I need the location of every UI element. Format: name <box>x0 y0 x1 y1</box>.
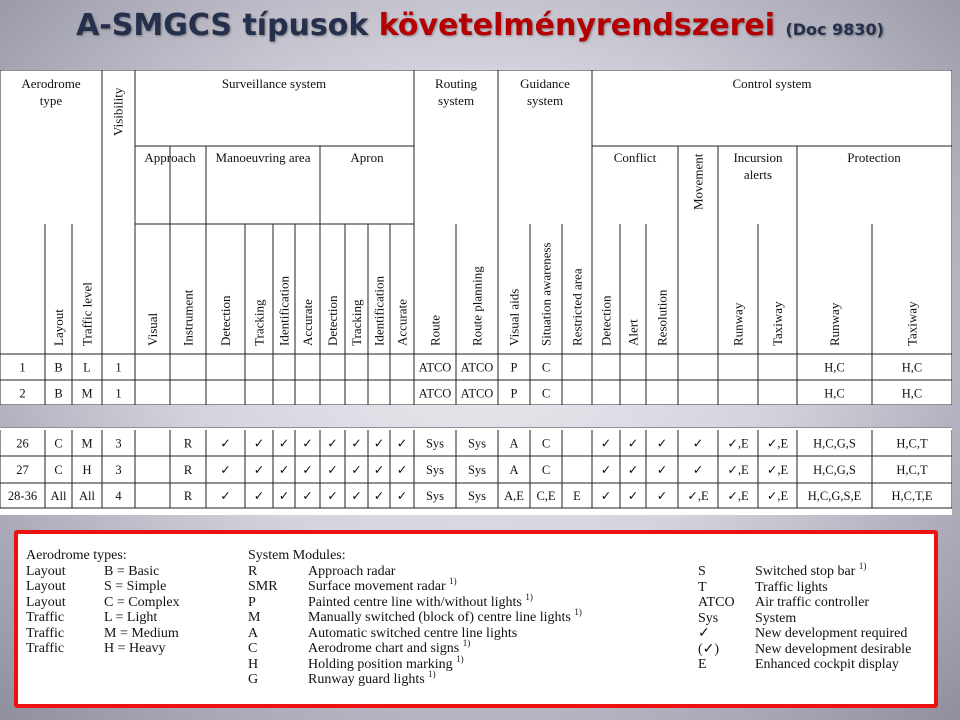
table-bottom-svg <box>0 427 952 515</box>
legend-col2-item: B = Basic <box>104 563 160 579</box>
table-bottom-row1-col8: ✓ <box>253 436 265 451</box>
header-resolution: Resolution <box>654 289 670 346</box>
table-top-row1-col17: P <box>510 360 518 375</box>
legend-col6-item: Traffic lights <box>755 579 828 595</box>
table-bottom-row2-col12: ✓ <box>351 463 362 477</box>
table-top-row2-col18: C <box>541 386 551 401</box>
header-aerodrome-type-2: type <box>39 93 63 108</box>
header-movement: Movement <box>690 153 706 210</box>
legend-col5-item: E <box>698 657 707 672</box>
header-route: Route <box>427 314 443 346</box>
legend-col5-item: ✓ <box>698 626 710 641</box>
table-bottom-row2-col15: Sys <box>425 463 445 477</box>
table-top-row1-col16: ATCO <box>460 360 494 375</box>
table-bottom-row2-col23: ✓ <box>692 463 704 477</box>
header-instrument: Instrument <box>180 289 196 346</box>
header-taxiway-incursion: Taxiway <box>770 301 786 346</box>
table-bottom-row3-col15: Sys <box>425 489 445 503</box>
table-bottom-row3-col17: A,E <box>504 489 524 503</box>
legend-col4-item: Aerodrome chart and signs $^{1)}$ <box>308 638 471 656</box>
header-visual-aids: Visual aids <box>506 288 522 346</box>
legend-col2-item: H = Heavy <box>104 641 166 656</box>
table-bottom-row1-col25: ✓,E <box>766 436 789 451</box>
table-bottom-row1-col16: Sys <box>467 436 487 451</box>
header-control-system: Control system <box>732 76 812 91</box>
table-bottom-row3-col19: E <box>573 489 581 503</box>
table-top-row1-col2: B <box>54 360 63 375</box>
table-bottom-row3-col23: ✓,E <box>687 489 709 503</box>
table-top-svg <box>0 70 952 405</box>
legend-col5-item: ATCO <box>698 595 735 610</box>
table-bottom-row2-col11: ✓ <box>327 463 338 477</box>
legend-aerodrome-values <box>104 548 180 657</box>
header-visual: Visual <box>145 312 161 346</box>
legend-col2-item: S = Simple <box>104 579 167 594</box>
title-part1: A-SMGCS típusok <box>76 8 369 43</box>
table-bottom-row2-col22: ✓ <box>656 463 668 477</box>
header-layout: Layout <box>51 309 67 346</box>
table-top-row2-col16: ATCO <box>460 386 494 401</box>
table-bottom-row3-col13: ✓ <box>373 489 385 503</box>
table-bottom-row3-col27: H,C,T,E <box>891 489 933 503</box>
header-identification-apron: Identification <box>371 275 387 346</box>
table-bottom-row1-col13: ✓ <box>373 436 385 451</box>
table-bottom-row1-col4: 3 <box>115 436 122 451</box>
table-bottom-row1-col1: 26 <box>16 436 29 451</box>
header-manoeuvring-area: Manoeuvring area <box>215 150 311 165</box>
header-accurate-manoeuvring: Accurate <box>300 299 316 346</box>
header-route-planning: Route planning <box>469 266 485 346</box>
legend-col4-item: Painted centre line with/without lights $^{1)}$ <box>308 591 533 610</box>
table-bottom-row2-col7: ✓ <box>220 463 231 477</box>
table-top-row1-col1: 1 <box>19 360 26 375</box>
table-bottom-row3-col6: R <box>183 489 193 503</box>
legend-col1-item: Layout <box>26 594 66 610</box>
legend-col5-item: Sys <box>698 610 719 626</box>
table-bottom-row1-col22: ✓ <box>656 436 668 451</box>
legend-col4-item: Manually switched (block of) centre line lights $^{1)}$ <box>308 607 582 625</box>
table-bottom-row2-col18: C <box>541 463 551 477</box>
table-bottom-row1-col3: M <box>81 436 93 451</box>
table-bottom-row2-col26: H,C,G,S <box>813 463 856 477</box>
table-bottom-row3-col14: ✓ <box>396 489 408 503</box>
header-approach: Approach <box>144 150 196 165</box>
footnote-mark: 1) <box>858 561 867 571</box>
legend-col1-item: Traffic <box>26 610 65 625</box>
table-bottom-row1-col6: R <box>183 436 193 451</box>
header-accurate-apron: Accurate <box>394 299 410 346</box>
header-routing-system-2: system <box>437 93 475 108</box>
table-top-row2-col27: H,C <box>901 386 923 401</box>
table-bottom-row3-col25: ✓,E <box>766 489 789 503</box>
table-bottom-row3-col7: ✓ <box>220 489 231 503</box>
table-bottom-row3-col1: 28-36 <box>7 489 38 503</box>
table-bottom-row2-col9: ✓ <box>278 463 290 477</box>
header-tracking-apron: Tracking <box>349 299 365 346</box>
header-identification-manoeuvring: Identification <box>276 275 292 346</box>
table-bottom-row3-col21: ✓ <box>627 489 639 503</box>
table-bottom-row2-col27: H,C,T <box>896 463 928 477</box>
table-top-row2-col3: M <box>81 386 93 401</box>
header-alert: Alert <box>625 319 641 346</box>
table-bottom-row1-col21: ✓ <box>627 436 639 451</box>
table-top-row2-col4: 1 <box>115 386 122 401</box>
table-top-row2-col1: 2 <box>19 386 26 401</box>
table-bottom-row2-col21: ✓ <box>627 463 639 477</box>
table-bottom-row3-col2: All <box>50 489 67 503</box>
table-bottom-row3-col3: All <box>79 489 95 503</box>
header-traffic-level: Traffic level <box>79 282 95 346</box>
legend-col1-item: Traffic <box>26 641 65 656</box>
legend-symbol-names <box>755 561 912 673</box>
legend-col6-item: Air traffic controller <box>755 595 870 610</box>
legend-col6-item: New development required <box>755 626 908 641</box>
header-detection-manoeuvring: Detection <box>218 295 234 346</box>
header-detection-conflict: Detection <box>598 295 614 346</box>
legend-col3-item: R <box>248 563 258 579</box>
page-title <box>0 8 960 43</box>
footnote-mark: 1) <box>456 653 464 664</box>
table-bottom-row1-col17: A <box>509 436 519 451</box>
table-bottom-row3-col12: ✓ <box>351 489 362 503</box>
header-routing-system: Routing <box>435 76 477 91</box>
table-top-row1-col27: H,C <box>901 360 923 375</box>
table-bottom-row3-col20: ✓ <box>600 489 612 503</box>
table-bottom-row2-col2: C <box>54 463 63 477</box>
legend-col3-item: C <box>248 641 258 656</box>
header-incursion-alerts-2: alerts <box>743 167 773 182</box>
legend-col2-item: M = Medium <box>104 625 179 641</box>
legend-box <box>14 530 938 708</box>
table-bottom-row1-col11: ✓ <box>327 436 338 451</box>
legend-col3-item: System Modules: <box>248 548 346 563</box>
legend-col3-item: G <box>248 672 259 687</box>
header-taxiway-protection: Taxiway <box>904 301 920 346</box>
legend-col3-item: H <box>248 656 259 672</box>
table-bottom-row2-col20: ✓ <box>600 463 612 477</box>
table-top-row1-col3: L <box>83 360 91 375</box>
table-bottom-row1-col12: ✓ <box>351 436 362 451</box>
header-restricted-area: Restricted area <box>569 268 585 346</box>
table-bottom-row2-col16: Sys <box>467 463 487 477</box>
table-bottom-row3-col9: ✓ <box>278 489 290 503</box>
table-top-row2-col15: ATCO <box>418 386 452 401</box>
table-bottom-row3-col10: ✓ <box>302 489 313 503</box>
legend-col4-item: Runway guard lights $^{1)}$ <box>308 669 436 687</box>
table-bottom-row2-col24: ✓,E <box>727 463 749 477</box>
legend-col4-item: Approach radar <box>308 563 396 579</box>
header-situation-awareness: Situation awareness <box>538 242 554 346</box>
table-bottom-row3-col26: H,C,G,S,E <box>807 489 862 503</box>
table-bottom-row1-col2: C <box>54 436 63 451</box>
legend-col3-item: M <box>248 610 261 625</box>
legend-col5-item: (✓) <box>698 641 720 657</box>
header-surveillance-system: Surveillance system <box>221 76 327 91</box>
legend-col1-item: Traffic <box>26 625 65 641</box>
legend-col1-item: Layout <box>26 579 66 594</box>
table-bottom-row2-col1: 27 <box>16 463 29 477</box>
table-bottom-row2-col14: ✓ <box>396 463 408 477</box>
table-bottom-row2-col3: H <box>82 463 92 477</box>
legend-col6-item: System <box>755 610 797 626</box>
table-bottom-row1-col9: ✓ <box>278 436 290 451</box>
legend-col6-item: New development desirable <box>755 641 912 657</box>
table-bottom-row2-col13: ✓ <box>373 463 385 477</box>
legend-col2-item: L = Light <box>104 610 158 625</box>
legend-module-names <box>308 548 582 688</box>
header-visibility: Visibility <box>110 87 126 136</box>
table-bottom-row3-col4: 4 <box>115 489 122 503</box>
table-top-row2-col17: P <box>510 386 518 401</box>
footnote-mark: 1) <box>449 576 457 586</box>
legend-col4-item: Holding position marking $^{1)}$ <box>308 653 464 672</box>
header-guidance-system-2: system <box>526 93 564 108</box>
legend-col6-item: Switched stop bar $^{1)}$ <box>755 561 867 579</box>
header-tracking-manoeuvring: Tracking <box>251 299 267 346</box>
header-runway-incursion: Runway <box>730 302 746 346</box>
legend-col1-item: Layout <box>26 563 66 579</box>
legend-col4-item: Automatic switched centre line lights <box>308 625 518 641</box>
legend-col3-item: P <box>248 594 256 610</box>
footnote-mark: 1) <box>428 669 436 679</box>
table-bottom-row2-col25: ✓,E <box>766 463 789 477</box>
legend-col2-item: C = Complex <box>104 594 180 610</box>
legend-col4-item <box>308 548 582 564</box>
table-bottom-row2-col17: A <box>509 463 519 477</box>
table-bottom-row3-col8: ✓ <box>253 489 265 503</box>
table-bottom-row1-col27: H,C,T <box>896 436 928 451</box>
footnote-mark: 1) <box>525 591 533 602</box>
legend-col1-item: Aerodrome types: <box>26 548 127 563</box>
table-top-row2-col26: H,C <box>824 386 845 401</box>
header-conflict: Conflict <box>613 150 657 165</box>
table-bottom-row3-col24: ✓,E <box>727 489 749 503</box>
table-bottom-row2-col8: ✓ <box>253 463 265 477</box>
table-bottom-row3-col11: ✓ <box>327 489 338 503</box>
table-bottom-row1-col23: ✓ <box>692 436 704 451</box>
header-guidance-system: Guidance <box>520 76 570 91</box>
legend-col2-item <box>104 548 180 564</box>
legend-symbol-codes <box>698 564 735 673</box>
header-protection: Protection <box>847 150 901 165</box>
table-bottom-row3-col22: ✓ <box>656 489 668 503</box>
table-top-row1-col15: ATCO <box>418 360 452 375</box>
header-incursion-alerts: Incursion <box>733 150 783 165</box>
footnote-mark: 1) <box>462 638 471 648</box>
header-apron: Apron <box>350 150 384 165</box>
table-top-row2-col2: B <box>54 386 63 401</box>
legend-col6-item: Enhanced cockpit display <box>755 657 899 672</box>
table-bottom-row2-col4: 3 <box>115 463 122 477</box>
table-bottom-row1-col15: Sys <box>425 436 445 451</box>
footnote-mark: 1) <box>574 607 582 617</box>
table-top-row1-col4: 1 <box>115 360 122 375</box>
legend-col4-item: Surface movement radar $^{1)}$ <box>308 576 457 594</box>
header-runway-protection: Runway <box>827 302 843 346</box>
table-bottom-row2-col6: R <box>183 463 193 477</box>
legend-col3-item: A <box>248 625 259 641</box>
legend-col5-item: S <box>698 564 706 579</box>
header-aerodrome-type: Aerodrome <box>21 76 81 91</box>
legend-col5-item: T <box>698 579 707 595</box>
table-bottom-row1-col7: ✓ <box>220 436 231 451</box>
legend-col3-item: SMR <box>248 579 278 594</box>
table-bottom-row3-col16: Sys <box>467 489 487 503</box>
header-detection-apron: Detection <box>325 295 341 346</box>
table-bottom-row1-col18: C <box>541 436 551 451</box>
title-part3: (Doc 9830) <box>785 20 884 39</box>
table-bottom-row1-col24: ✓,E <box>727 436 749 451</box>
requirements-table-bottom <box>0 427 952 515</box>
table-top-row1-col26: H,C <box>824 360 845 375</box>
table-bottom-row1-col20: ✓ <box>600 436 612 451</box>
table-bottom-row1-col26: H,C,G,S <box>813 436 856 451</box>
table-bottom-row1-col14: ✓ <box>396 436 408 451</box>
table-bottom-row2-col10: ✓ <box>302 463 313 477</box>
table-bottom-row1-col10: ✓ <box>302 436 313 451</box>
table-top-row1-col18: C <box>541 360 551 375</box>
title-part2: követelményrendszerei <box>378 8 775 43</box>
table-bottom-row3-col18: C,E <box>536 489 556 503</box>
requirements-table-top <box>0 70 952 405</box>
